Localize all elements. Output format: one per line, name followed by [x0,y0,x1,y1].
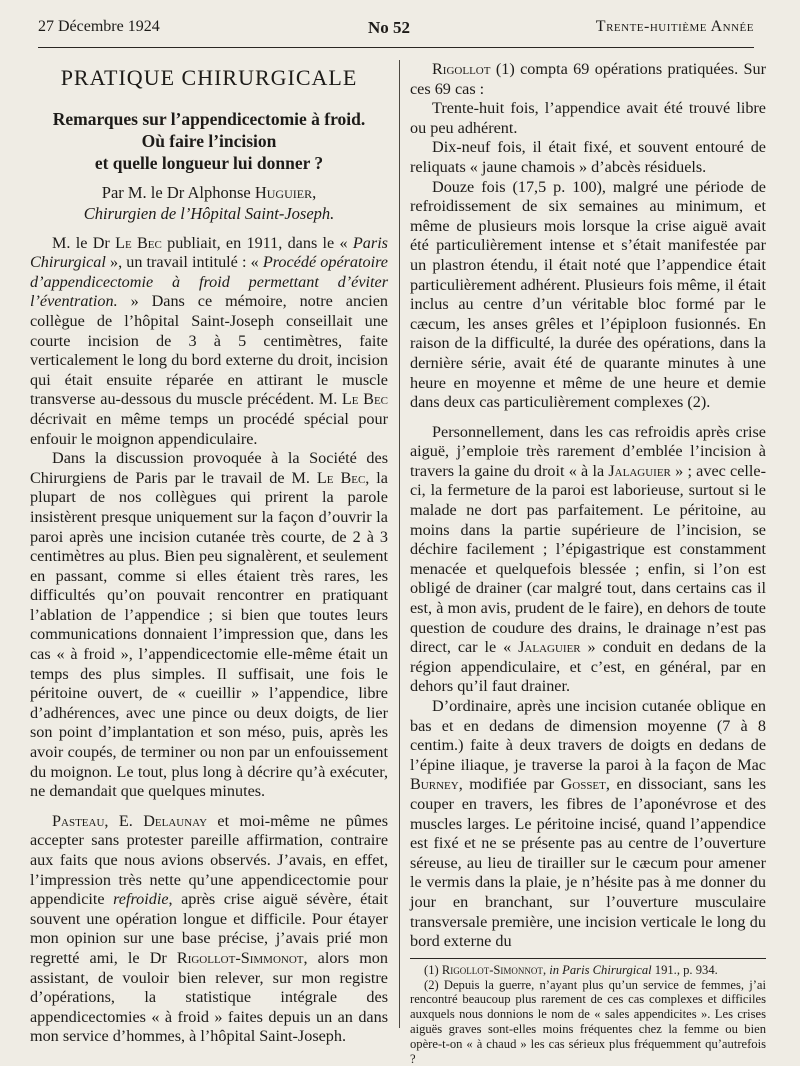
volume-year: Trente-huitième Année [595,18,754,35]
paragraph: Dans la discussion provoquée à la Société des Chirurgiens de Paris par le travail de M. Le Bec, la plupart de nos collègues qui prirent la parole insistèrent presque uniquement sur la façon d’ouvrir la paroi après une incision cutanée très courte, de 2 à 3 centimètres au plus. Bien peu signalèrent, et seulement en passant, comme si elles étaient très rares, les difficultés qu’on pouvait rencontrer en pratiquant l’ablation de l’appendice ; si bien que toutes leurs communications donnaient l’impression que, dans les cas « à froid », l’appendicectomie elle-même était un temps des plus simples. Il suffisait, une fois le péritoine ouvert, de « cueillir » l’appendice, libre d’adhérences, avec une pince ou deux doigts, de lier son point d’implantation et son méso, puis, après les avoir coupés, de terminer ou non par un enfouissement du moignon. Le tout, plus long à décrire qu’à exécuter, ne demandait que quelques minutes. [30,449,388,801]
paragraph: Personnellement, dans les cas refroidis après crise aiguë, j’emploie très rarement d’emblée l’incision à travers la gaine du droit « à la Jalaguier » ; avec celle-ci, la fermeture de la paroi est laborieuse, surtout si le malade ne dort pas parfaitement. Le péritoine, au moins dans la partie supérieure de l’incision, se déchire facilement ; l’épigastrique est constamment menacée et quelquefois blessée ; enfin, si l’on est obligé de drainer (car malgré tout, dans certains cas il est, à mon avis, prudent de le faire), en dehors de toute question de coudure des drains, le drainage n’est pas direct, car le « Jalaguier » conduit en dedans de la région appendiculaire, et c’est, en général, par en dehors qu’il faut drainer. [410,422,767,696]
article-title-line: et quelle longueur lui donner ? [94,152,324,173]
footnote-rule [410,958,766,959]
article-title-line: Remarques sur l’appendicectomie à froid. [52,108,366,129]
right-column [410,60,766,1066]
paragraph: Dix-neuf fois, il était fixé, et souvent entouré de reliquats « jaune chamois » d’abcès résiduels. [410,138,766,176]
author-line [30,182,388,203]
article-title [30,108,388,174]
footnotes [410,963,766,1066]
byline-prefix: Par M. le Dr Alphonse [101,182,255,202]
page-header [38,18,754,48]
issue-number: No 52 [368,18,411,37]
byline [30,182,388,224]
paragraph: D’ordinaire, après une incision cutanée oblique en bas et en dedans de dimension moyenne (7 à 8 centim.) faite à deux travers de doigts en dedans de l’épine iliaque, je traverse la paroi à la façon de Mac Burney, modifiée par Gosset, en dissociant, sans les couper en travers, les fibres de l’aponévrose et des muscles larges. Le péritoine incisé, quand l’appendice est fixé et ne se présente pas au centre de l’ouverture séreuse, au lieu de tirailler sur le cæcum pour amener le vermis dans la plaie, je n’hésite pas à me donner du jour en branchant, sur l’ouverture musculaire transversale première, une incision verticale le long du bord externe du [410,697,767,951]
footnote: (1) Rigollot-Simonnot, in Paris Chirurgical 191., p. 934. [424,962,718,977]
paragraph: Pasteau, E. Delaunay et moi-même ne pûmes accepter sans protester pareille affirmation, contraire aux faits que nous avions observés. J’avais, en effet, l’impression très nette qu’une appendicectomie pour appendicite refroidie, après crise aiguë sévère, était souvent une opération longue et difficile. Pour étayer mon opinion sur une base précise, j’avais prié mon regretté ami, le Dr Rigollot-Simmonot, alors mon assistant, de vouloir bien relever, sur mon registre d’opérations, la statistique intégrale des appendicectomies « à froid » faites depuis un an dans mon service d’hommes, à l’hôpital Saint-Joseph. [30,811,389,1046]
column-separator [399,60,400,1028]
section-title: PRATIQUE CHIRURGICALE [60,65,358,90]
author-name: Huguier, [254,182,317,202]
footnote: (2) Depuis la guerre, n’ayant plus qu’un service de femmes, j’ai rencontré beaucoup plus rarement de ces cas complexes et difficiles auxquels nous donnions le nom de « sales appendicites ». Les crises aiguës graves sont-elles moins fréquentes chez la femme ou bien opère-t-on « à chaud » les cas sérieux plus fréquemment qu’autrefois ? [410,977,766,1066]
left-column [30,60,388,1047]
header-rule [38,47,754,48]
paragraph: Trente-huit fois, l’appendice avait été trouvé libre ou peu adhérent. [410,99,766,137]
paragraph: M. le Dr Le Bec publiait, en 1911, dans le « Paris Chirurgical », un travail intitulé : « Procédé opératoire d’appendicectomie à froid permettant d’éviter l’éventration. » Dans ce mémoire, notre ancien collègue de l’hôpital Saint-Joseph conseillait une courte incision de 3 à 5 centimètres, faite verticalement le long du bord externe du droit, incision qui était ensuite réparée en attirant le muscle transverse au-dessous du muscle précédent. M. Le Bec décrivait en même temps un procédé spécial pour enfouir le moignon appendiculaire. [30,233,389,448]
article-title-line: Où faire l’incision [141,130,277,151]
issue-date: 27 Décembre 1924 [38,18,160,35]
paragraph: Rigollot (1) compta 69 opérations pratiquées. Sur ces 69 cas : [410,60,766,98]
paragraph: Douze fois (17,5 p. 100), malgré une période de refroidissement de six semaines au minimum, et même de plusieurs mois lorsque la crise aiguë avait été particulièrement intense et s’était manifestée par un plastron étendu, il était noté que l’appendice était particulièrement adhérent. Plusieurs fois même, il était inclus au centre d’un véritable bloc formé par le cæcum, les anses grêles et l’épiploon fusionnés. En raison de la difficulté, la durée des opérations, dans la dernière série, avait été de quarante minutes à une heure en moyenne et même de une heure et demie dans deux cas particulièrement complexes (2). [410,177,766,412]
author-role: Chirurgien de l’Hôpital Saint-Joseph. [83,203,335,223]
